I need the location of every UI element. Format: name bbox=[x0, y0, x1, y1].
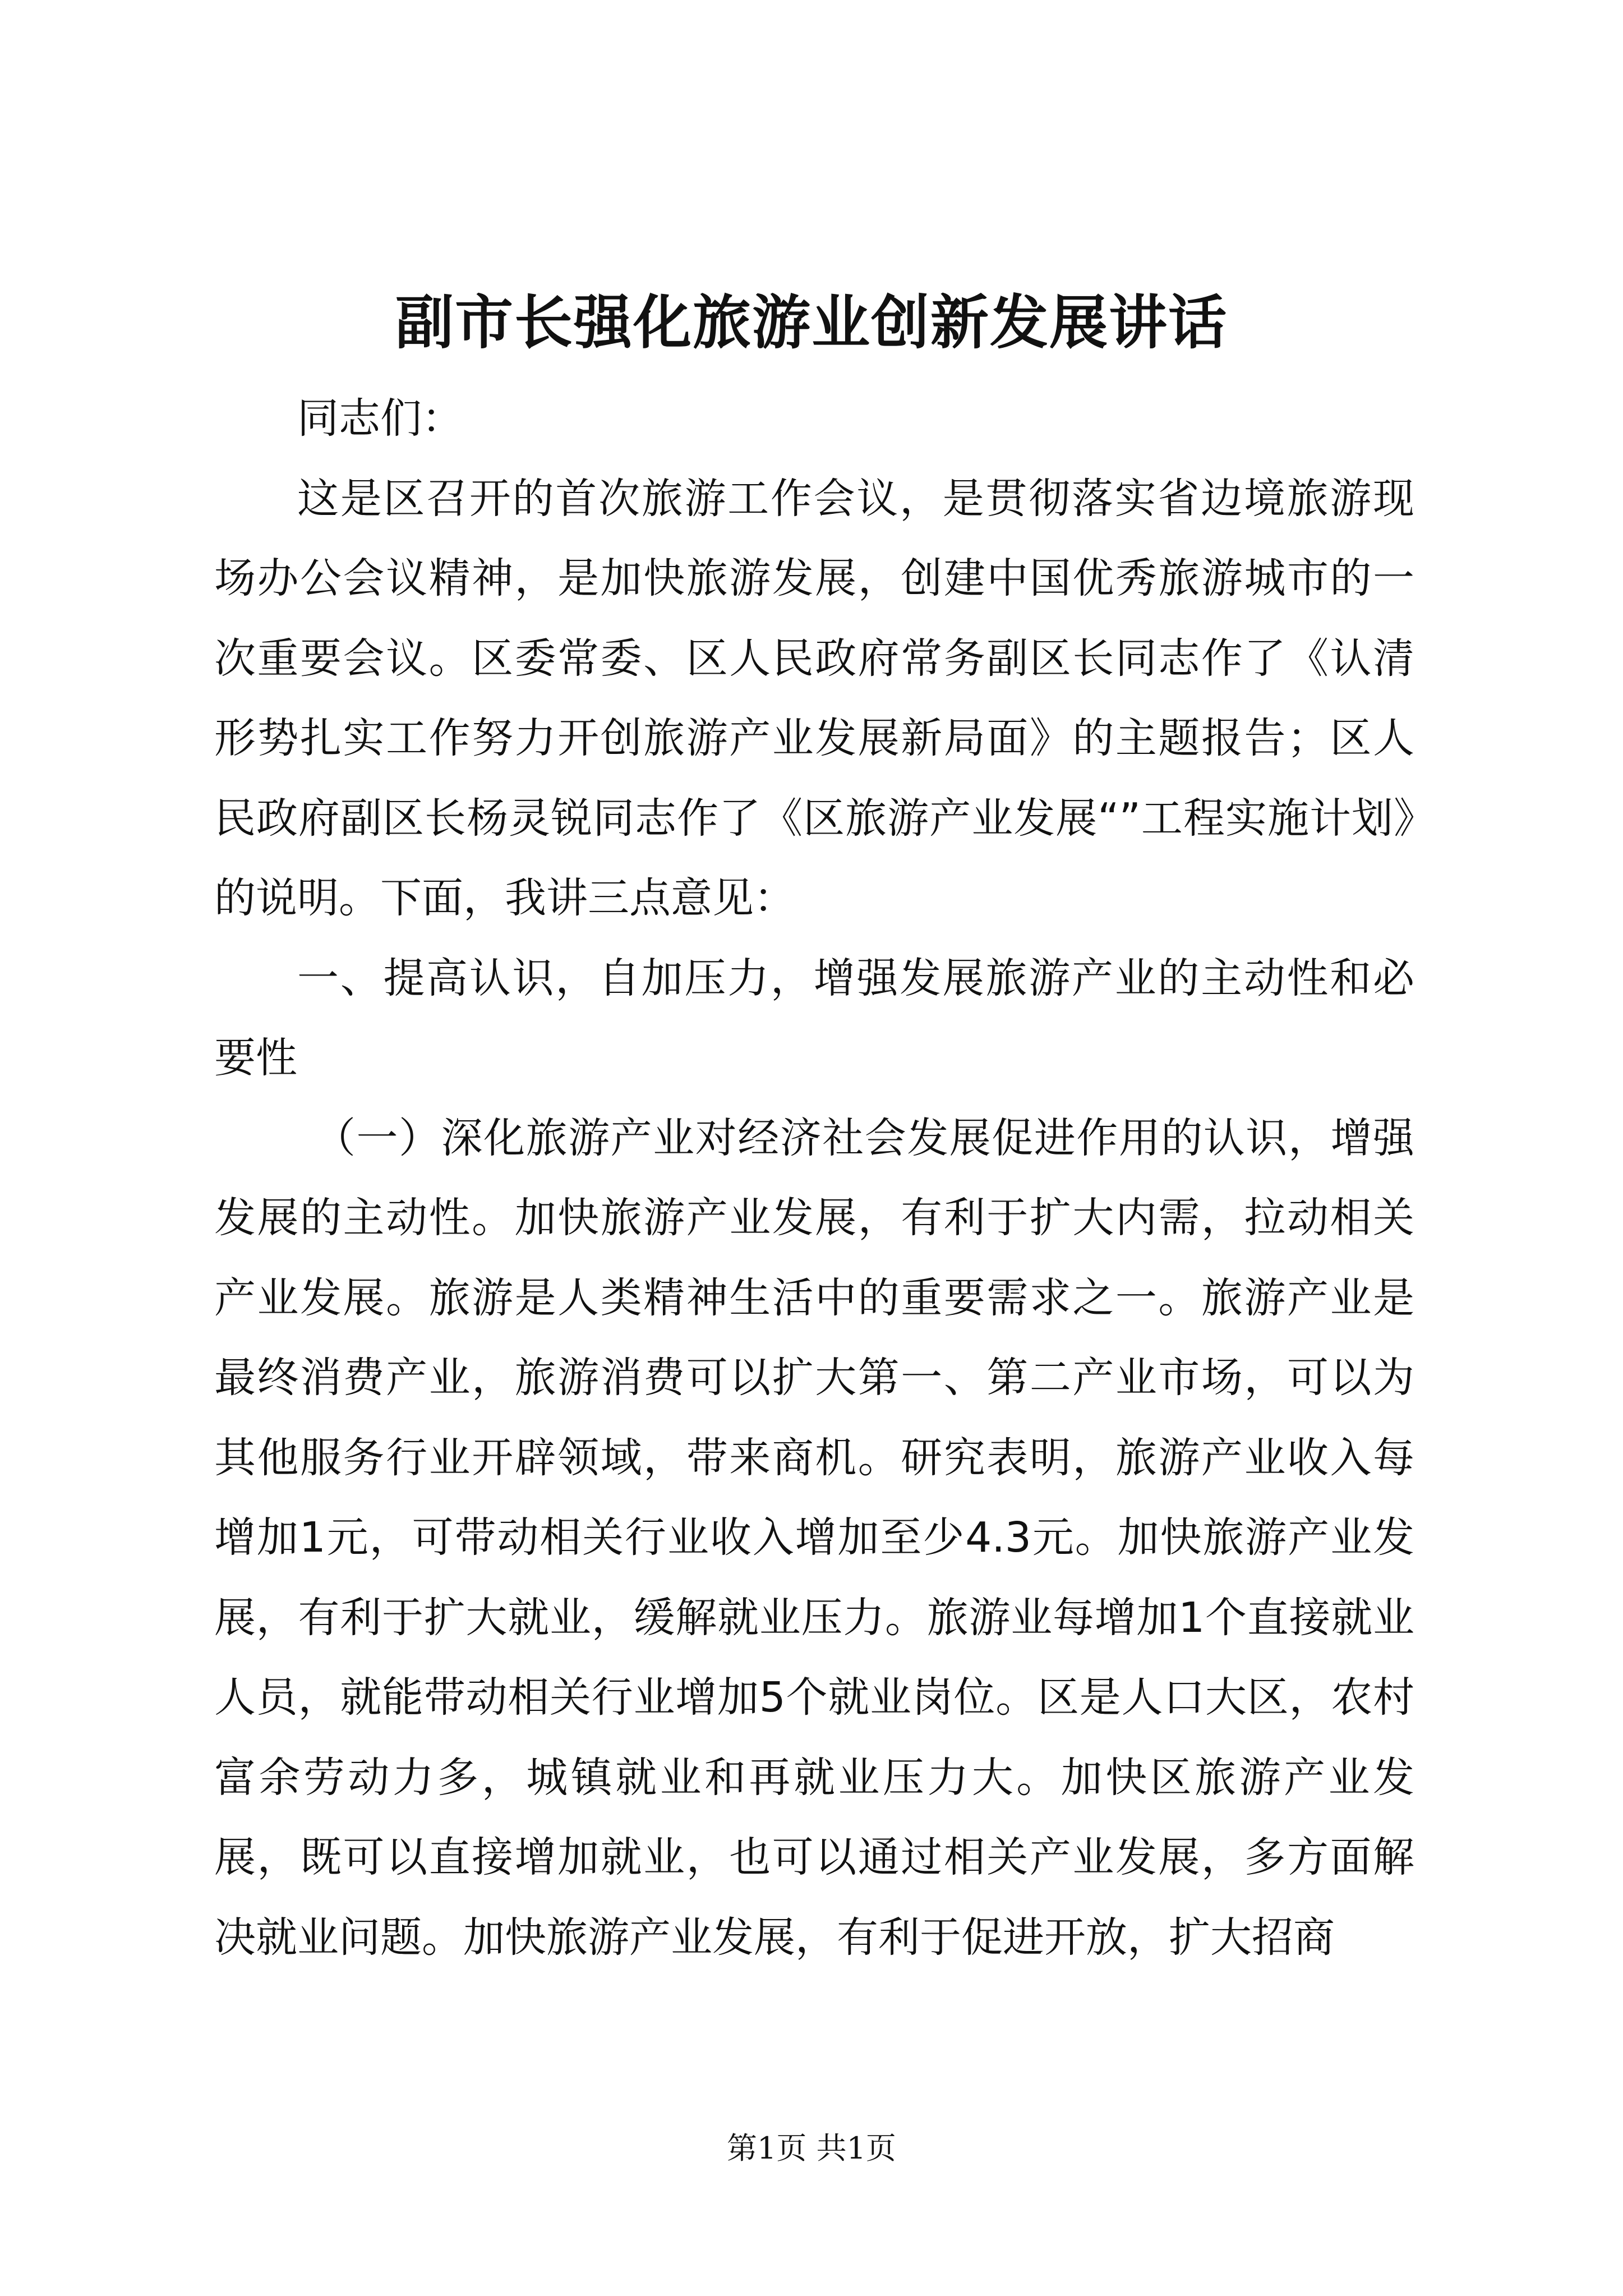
salutation-paragraph: 同志们： bbox=[297, 394, 463, 443]
page-footer: 第1页 共1页 bbox=[727, 2131, 896, 2166]
subsection-paragraph-1: （一）深化旅游产业对经济社会发展促进作用的认识，增强发展的主动性。加快旅游产业发展，有利于扩大内需，拉动相关产业发展。旅游是人类精神生活中的重要需求之一。旅游产业是最终消费产业，旅游消费可以扩大第一、第二产业市场，可以为其他服务行业开辟领域，带来商机。研究表明，旅游产业收入每增加1元，可带动相关行业收入增加至少4.3元。加快旅游产业发展，有利于扩大就业，缓解就业压力。旅游业每增加1个直接就业人员，就能带动相关行业增加5个就业岗位。区是人口大区，农村富余劳动力多，城镇就业和再就业压力大。加快区旅游产业发展，既可以直接增加就业，也可以通过相关产业发展，多方面解决就业问题。加快旅游产业发展，有利于促进开放，扩大招商 bbox=[214, 1114, 1414, 1962]
section-heading-1: 一、提高认识，自加压力，增强发展旅游产业的主动性和必要性 bbox=[214, 954, 1414, 1082]
intro-paragraph: 这是区召开的首次旅游工作会议，是贯彻落实省边境旅游现场办公会议精神，是加快旅游发展，创建中国优秀旅游城市的一次重要会议。区委常委、区人民政府常务副区长同志作了《认清形势扎实工作努力开创旅游产业发展新局面》的主题报告；区人民政府副区长杨灵锐同志作了《区旅游产业发展“”工程实施计划》的说明。下面，我讲三点意见： bbox=[214, 474, 1414, 922]
document-title: 副市长强化旅游业创新发展讲话 bbox=[395, 288, 1228, 357]
document-body bbox=[214, 379, 1414, 1977]
